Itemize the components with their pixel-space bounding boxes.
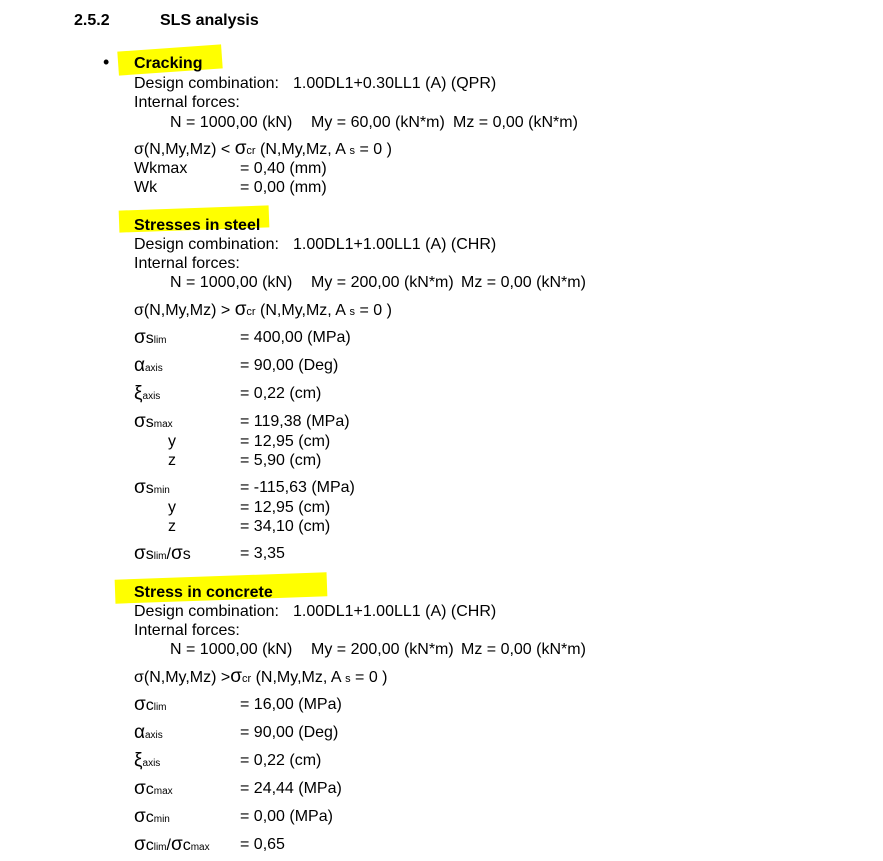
steel-forces-label: Internal forces: (134, 255, 240, 272)
sigma-s-min-y-label: y (168, 499, 176, 516)
concrete-force-n: N = 1000,00 (kN) (170, 641, 293, 658)
sigma-s-min-symbol: σsmin (134, 477, 170, 498)
condition-lhs: σ(N,My,Mz) > (134, 669, 231, 686)
concrete-force-my: My = 200,00 (kN*m) (311, 641, 454, 658)
cracking-force-n: N = 1000,00 (kN) (170, 114, 293, 131)
concrete-title: Stress in concrete (134, 584, 273, 601)
condition-rhs: = 0 ) (359, 141, 392, 158)
concrete-combination-label: Design combination: (134, 603, 279, 620)
steel-ratio-value: = 3,35 (240, 545, 285, 562)
concrete-alpha-axis-value: = 90,00 (Deg) (240, 724, 339, 741)
condition-rhs: = 0 ) (355, 669, 388, 686)
alpha-axis-value: = 90,00 (Deg) (240, 357, 339, 374)
cr-subscript: cr (246, 306, 256, 318)
steel-ratio-symbol: σslim/σs (134, 543, 191, 564)
cracking-combination-label: Design combination: (134, 75, 279, 92)
sigma-s-max-y-value: = 12,95 (cm) (240, 433, 331, 450)
concrete-alpha-axis-symbol: αaxis (134, 722, 163, 743)
sigma-s-max-value: = 119,38 (MPa) (240, 413, 350, 430)
steel-title: Stresses in steel (134, 217, 261, 234)
cracking-combination: 1.00DL1+0.30LL1 (A) (QPR) (293, 75, 497, 92)
cracking-title: Cracking (134, 55, 203, 72)
sigma-s-min-z-label: z (168, 518, 176, 535)
wkmax-label: Wkmax (134, 160, 188, 177)
sigma-symbol: σ (234, 299, 247, 320)
s-subscript: s (345, 673, 351, 685)
cracking-force-mz: Mz = 0,00 (kN*m) (453, 114, 578, 131)
steel-force-n: N = 1000,00 (kN) (170, 274, 293, 291)
xi-axis-value: = 0,22 (cm) (240, 385, 322, 402)
condition-args: (N,My,Mz, A (255, 669, 341, 686)
sigma-s-min-z-value: = 34,10 (cm) (240, 518, 331, 535)
condition-lhs: σ(N,My,Mz) > (134, 302, 231, 319)
sigma-c-lim-symbol: σclim (134, 694, 167, 715)
sigma-s-max-z-value: = 5,90 (cm) (240, 452, 322, 469)
sigma-s-lim-symbol: σslim (134, 327, 167, 348)
section-title: SLS analysis (160, 12, 259, 29)
concrete-xi-axis-symbol: ξaxis (134, 750, 161, 771)
sigma-c-min-symbol: σcmin (134, 806, 170, 827)
sigma-c-max-symbol: σcmax (134, 778, 173, 799)
sigma-symbol: σ (230, 666, 242, 687)
s-subscript: s (349, 306, 356, 318)
wk-value: = 0,00 (mm) (240, 179, 327, 196)
steel-force-mz: Mz = 0,00 (kN*m) (461, 274, 586, 291)
cr-subscript: cr (246, 145, 256, 157)
sigma-s-max-y-label: y (168, 433, 176, 450)
s-subscript: s (349, 145, 356, 157)
sigma-c-lim-value: = 16,00 (MPa) (240, 696, 342, 713)
steel-combination: 1.00DL1+1.00LL1 (A) (CHR) (293, 236, 497, 253)
steel-force-my: My = 200,00 (kN*m) (311, 274, 454, 291)
sigma-s-min-value: = -115,63 (MPa) (240, 479, 355, 496)
concrete-forces-label: Internal forces: (134, 622, 240, 639)
condition-lhs: σ(N,My,Mz) < (134, 141, 231, 158)
section-number: 2.5.2 (74, 12, 110, 29)
cr-subscript: cr (241, 673, 252, 685)
condition-args: (N,My,Mz, A (260, 141, 346, 158)
concrete-ratio-symbol: σclim/σcmax (134, 834, 210, 855)
condition-args: (N,My,Mz, A (260, 302, 346, 319)
sigma-s-max-symbol: σsmax (134, 411, 173, 432)
bullet-icon: • (103, 52, 110, 72)
wk-label: Wk (134, 179, 158, 196)
condition-rhs: = 0 ) (359, 302, 392, 319)
xi-axis-symbol: ξaxis (134, 383, 161, 404)
cracking-force-my: My = 60,00 (kN*m) (311, 114, 445, 131)
concrete-xi-axis-value: = 0,22 (cm) (240, 752, 322, 769)
sigma-s-min-y-value: = 12,95 (cm) (240, 499, 331, 516)
sigma-s-lim-value: = 400,00 (MPa) (240, 329, 351, 346)
sigma-c-min-value: = 0,00 (MPa) (240, 808, 333, 825)
concrete-force-mz: Mz = 0,00 (kN*m) (461, 641, 586, 658)
sigma-c-max-value: = 24,44 (MPa) (240, 780, 342, 797)
cracking-condition (134, 139, 392, 161)
wkmax-value: = 0,40 (mm) (240, 160, 327, 177)
sigma-s-max-z-label: z (168, 452, 176, 469)
steel-condition (134, 300, 392, 322)
cracking-forces-label: Internal forces: (134, 94, 240, 111)
concrete-ratio-value: = 0,65 (240, 836, 285, 853)
concrete-combination: 1.00DL1+1.00LL1 (A) (CHR) (293, 603, 497, 620)
alpha-axis-symbol: αaxis (134, 355, 163, 376)
sigma-symbol: σ (234, 138, 247, 159)
concrete-condition (134, 667, 388, 689)
steel-combination-label: Design combination: (134, 236, 279, 253)
